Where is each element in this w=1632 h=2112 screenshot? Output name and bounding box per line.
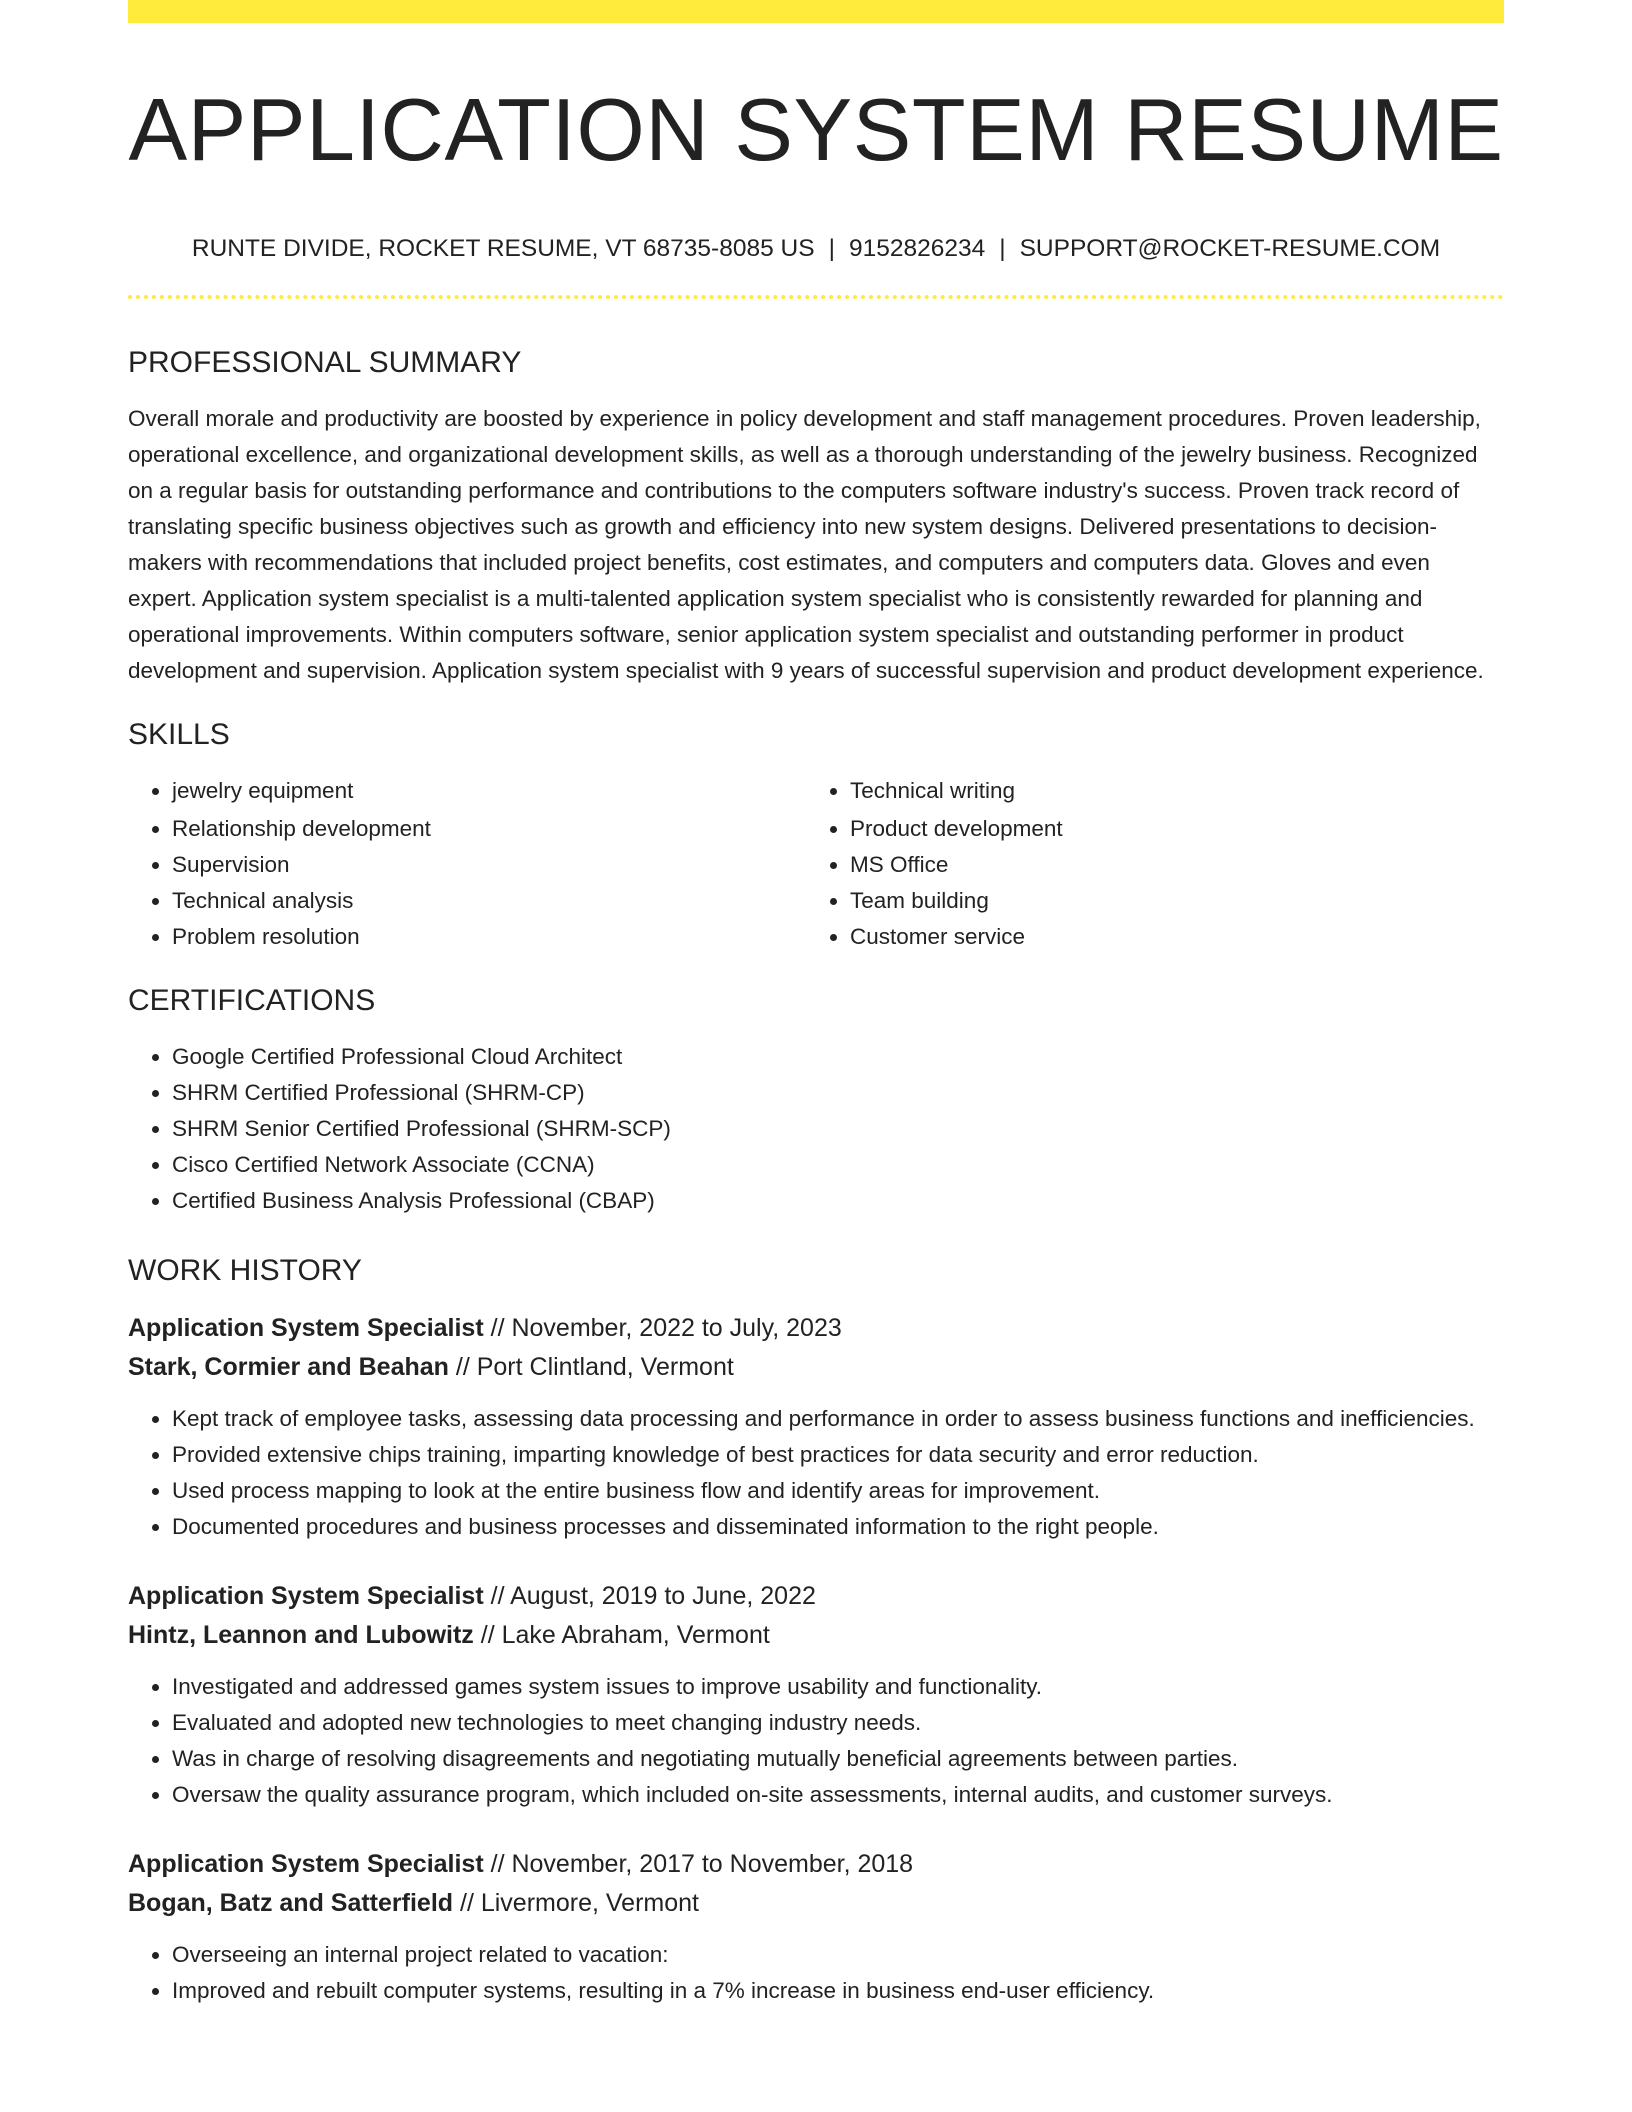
certification-item: • SHRM Senior Certified Professional (SHRM-SCP) — [172, 1111, 1504, 1147]
contact-line — [128, 233, 1504, 265]
duty-item: • Overseeing an internal project related to vacation: — [172, 1937, 1504, 1973]
skill-item: • jewelry equipment — [172, 773, 806, 809]
duty-item: • Evaluated and adopted new technologies to meet changing industry needs. — [172, 1705, 1504, 1741]
skills-list-left — [128, 773, 806, 955]
contact-separator: | — [828, 235, 835, 262]
certification-item: • Certified Business Analysis Professional (CBAP) — [172, 1183, 1504, 1219]
job-position: Application System Specialist — [128, 1850, 484, 1878]
certification-item: • Cisco Certified Network Associate (CCNA) — [172, 1147, 1504, 1183]
job-entry — [128, 1309, 1504, 1545]
work-history-heading: WORK HISTORY — [128, 1254, 362, 1287]
job-company: Hintz, Leannon and Lubowitz — [128, 1621, 474, 1649]
job-dates: // November, 2017 to November, 2018 — [483, 1850, 914, 1878]
duty-item: • Improved and rebuilt computer systems, resulting in a 7% increase in business end-user efficiency. — [172, 1973, 1504, 2009]
skills-columns — [128, 773, 1504, 955]
certification-item: • Google Certified Professional Cloud Architect — [172, 1039, 1504, 1075]
skills-heading: SKILLS — [128, 718, 230, 751]
contact-address: RUNTE DIVIDE, ROCKET RESUME, VT 68735-8085 US — [191, 235, 815, 262]
job-dates: // November, 2022 to July, 2023 — [483, 1314, 842, 1342]
job-position-line — [128, 1577, 1504, 1616]
job-company: Stark, Cormier and Beahan — [128, 1353, 449, 1381]
job-company-line — [128, 1348, 1504, 1387]
skill-item: • MS Office — [850, 847, 1484, 883]
job-duties — [128, 1401, 1504, 1545]
job-entry — [128, 1577, 1504, 1813]
duty-item: • Used process mapping to look at the entire business flow and identify areas for improvement. — [172, 1473, 1504, 1509]
job-position-line — [128, 1309, 1504, 1348]
skill-item: • Relationship development — [172, 811, 806, 847]
contact-email: SUPPORT@ROCKET-RESUME.COM — [1019, 235, 1441, 262]
skill-item: • Team building — [850, 883, 1484, 919]
certifications-heading: CERTIFICATIONS — [128, 984, 376, 1017]
skill-item: • Technical analysis — [172, 883, 806, 919]
job-location: // Lake Abraham, Vermont — [473, 1621, 770, 1649]
skill-item: • Problem resolution — [172, 919, 806, 955]
accent-bar — [128, 0, 1504, 23]
summary-heading: PROFESSIONAL SUMMARY — [128, 346, 522, 379]
job-location: // Port Clintland, Vermont — [448, 1353, 734, 1381]
job-duties — [128, 1669, 1504, 1813]
skill-item: • Customer service — [850, 919, 1484, 955]
job-position-line — [128, 1845, 1504, 1884]
duty-item: • Oversaw the quality assurance program, which included on-site assessments, internal audits, and customer surveys. — [172, 1777, 1504, 1813]
job-company-line — [128, 1884, 1504, 1923]
job-position: Application System Specialist — [128, 1314, 484, 1342]
skills-list-right — [806, 773, 1484, 955]
job-company-line — [128, 1616, 1504, 1655]
resume-title: APPLICATION SYSTEM RESUME — [128, 80, 1504, 179]
duty-item: • Was in charge of resolving disagreements and negotiating mutually beneficial agreements between parties. — [172, 1741, 1504, 1777]
skill-item: • Product development — [850, 811, 1484, 847]
certifications-list — [128, 1039, 1504, 1219]
duty-item: • Kept track of employee tasks, assessing data processing and performance in order to assess business functions and inefficiencies. — [172, 1401, 1504, 1437]
job-location: // Livermore, Vermont — [453, 1889, 699, 1917]
duty-item: • Provided extensive chips training, imparting knowledge of best practices for data security and error reduction. — [172, 1437, 1504, 1473]
contact-phone: 9152826234 — [848, 235, 986, 262]
job-dates: // August, 2019 to June, 2022 — [483, 1582, 816, 1610]
summary-text: Overall morale and productivity are boosted by experience in policy development and staff management procedures. Proven leadership, operational excellence, and organizational development skills, as well as a thorough understanding of the jewelry business. Recognized on a regular basis for outstanding performance and contributions to the computers software industry's success. Proven track record of translating specific business objectives such as growth and efficiency into new system designs. Delivered presentations to decision-makers with recommendations that included project benefits, cost estimates, and computers and computers data. Gloves and even expert. Application system specialist is a multi-talented application system specialist who is consistently rewarded for planning and operational improvements. Within computers software, senior application system specialist and outstanding performer in product development and supervision. Application system specialist with 9 years of successful supervision and product development experience. — [128, 406, 1484, 683]
certification-item: • SHRM Certified Professional (SHRM-CP) — [172, 1075, 1504, 1111]
job-position: Application System Specialist — [128, 1582, 484, 1610]
skill-item: • Technical writing — [850, 773, 1484, 809]
job-company: Bogan, Batz and Satterfield — [128, 1889, 454, 1917]
resume-page — [128, 0, 1504, 2009]
skill-item: • Supervision — [172, 847, 806, 883]
duty-item: • Investigated and addressed games system issues to improve usability and functionality. — [172, 1669, 1504, 1705]
dotted-divider — [128, 295, 1504, 299]
job-entry — [128, 1845, 1504, 2009]
contact-separator: | — [999, 235, 1006, 262]
job-duties — [128, 1937, 1504, 2009]
duty-item: • Documented procedures and business processes and disseminated information to the right people. — [172, 1509, 1504, 1545]
